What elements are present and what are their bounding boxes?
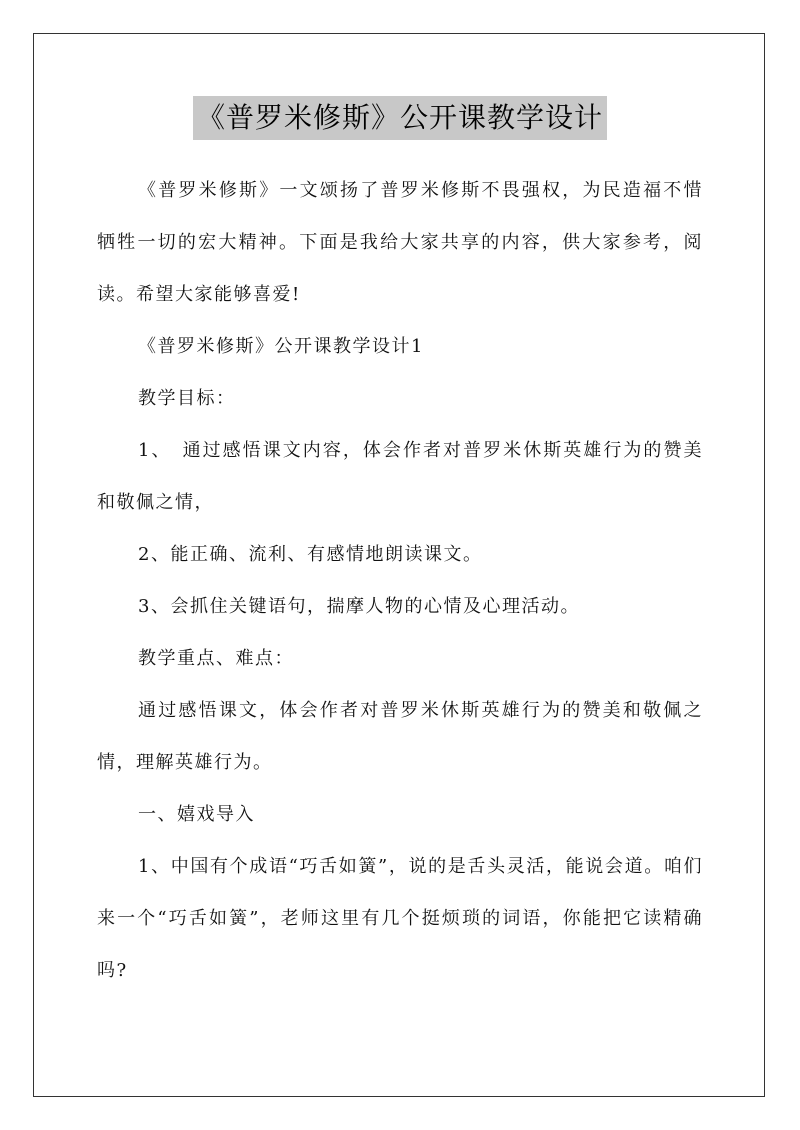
step-paragraph: 1、中国有个成语“巧舌如簧”，说的是舌头灵活，能说会道。咱们来一个“巧舌如簧”，老师这里有几个挺烦琐的词语，你能把它读精确吗?	[97, 856, 703, 981]
objectives-heading: 教学目标：	[138, 388, 236, 409]
title-container	[0, 96, 800, 140]
objective-item-1: 1、 通过感悟课文内容，体会作者对普罗米休斯英雄行为的赞美和敬佩之情，	[97, 440, 703, 513]
key-points-paragraph: 通过感悟课文，体会作者对普罗米休斯英雄行为的赞美和敬佩之情，理解英雄行为。	[97, 700, 703, 773]
document-title: 《普罗米修斯》公开课教学设计	[193, 96, 607, 140]
objective-item-2: 2、能正确、流利、有感情地朗读课文。	[138, 544, 483, 565]
section-heading: 《普罗米修斯》公开课教学设计1	[138, 336, 424, 357]
key-points-heading: 教学重点、难点：	[138, 648, 294, 669]
objective-item-3: 3、会抓住关键语句，揣摩人物的心情及心理活动。	[138, 596, 580, 617]
step-heading: 一、嬉戏导入	[138, 804, 255, 825]
intro-paragraph: 《普罗米修斯》一文颂扬了普罗米修斯不畏强权，为民造福不惜牺牲一切的宏大精神。下面是我给大家共享的内容，供大家参考，阅读。希望大家能够喜爱!	[97, 180, 703, 305]
document-body	[97, 165, 703, 997]
